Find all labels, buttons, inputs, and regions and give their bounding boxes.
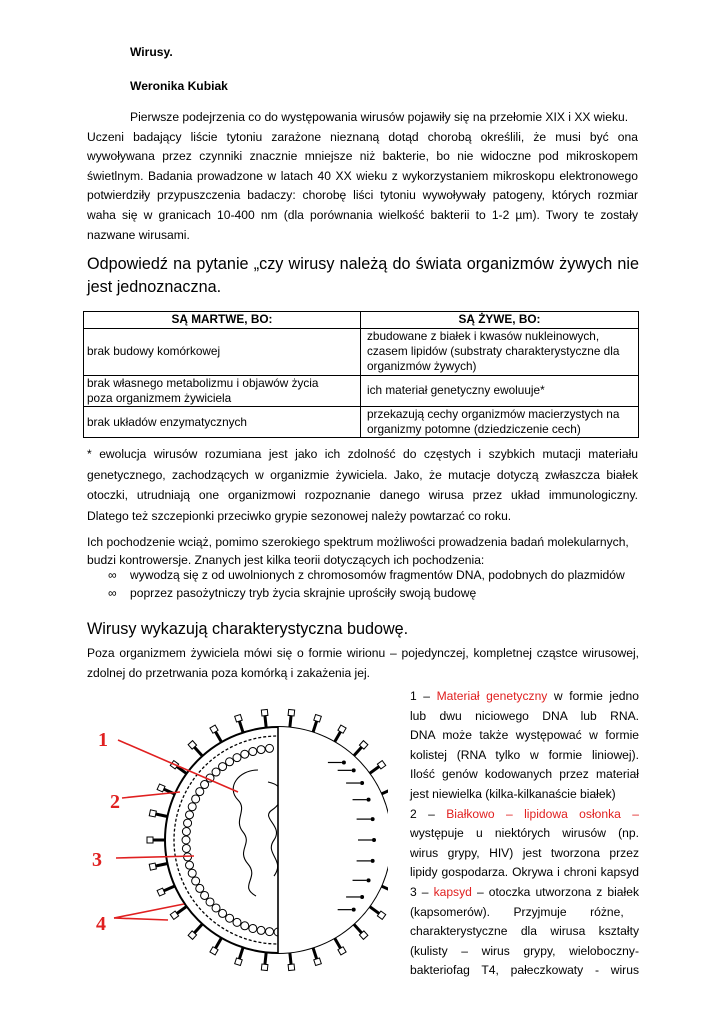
- origin-line: budzi kontrowersje. Znanych jest kilka teorii dotyczących ich pochodzenia:: [87, 553, 485, 567]
- capsomer: [241, 750, 249, 758]
- capsomer: [212, 904, 220, 912]
- capsomer: [233, 754, 241, 762]
- origin-paragraph: [87, 533, 639, 569]
- capsomer: [249, 748, 257, 756]
- surface-pin-head: [360, 895, 364, 899]
- table-row: [84, 329, 639, 376]
- capsomer: [257, 746, 265, 754]
- surface-pin-head: [352, 908, 356, 912]
- legend-line: jest niewielka (kilka-kilkanaście białek): [410, 786, 616, 801]
- list-item-text: poprzez pasożytniczy tryb życia skrajnie uprościły swoją budowę: [130, 586, 477, 600]
- question-line: jest jednoznaczna.: [87, 277, 222, 296]
- surface-pin-head: [372, 838, 376, 842]
- surface-pin-head: [371, 817, 375, 821]
- label-3-number: 3: [92, 849, 102, 871]
- surface-pin-head: [367, 798, 371, 802]
- intro-paragraph: [87, 108, 638, 245]
- cell-line: ich materiał genetyczny ewoluuje*: [367, 383, 545, 398]
- table-cell: [84, 407, 361, 438]
- table-header-dead: SĄ MARTWE, BO:: [84, 312, 361, 329]
- footnote-line: * ewolucja wirusów rozumiana jest jako ich zdolność do częstych i szybkich mutacji materiału: [87, 447, 638, 461]
- capsomer: [192, 877, 200, 885]
- intro-line: Uczeni badający liście tytoniu zarażone nieznaną dotąd chorobą określili, że musi być ona: [87, 129, 638, 144]
- spike-head: [149, 810, 156, 817]
- legend-line: kolistej (RNA tylko w formie liniowej).: [410, 747, 639, 762]
- surface-pin-head: [367, 878, 371, 882]
- footnote-paragraph: [87, 444, 638, 526]
- legend-item-2: 2 – Białkowo – lipidowa osłonka –: [410, 806, 639, 821]
- footnote-line: genetycznego, zachodzących w organizmie żywiciela. Jako, że mutacje dotyczą zwłaszcza białek: [87, 467, 638, 482]
- capsomer: [226, 914, 234, 922]
- structure-paragraph: [87, 643, 639, 683]
- footnote-line: otoczki, utrudniają one organizmowi rozpoznanie danego wirusa przez układ immunologiczny.: [87, 488, 638, 502]
- capsomer: [196, 788, 204, 796]
- document-title: Wirusy.: [130, 45, 173, 59]
- infinity-bullet-icon: ∞: [108, 568, 117, 582]
- capsomer: [257, 926, 265, 934]
- intro-line: potwierdziły przypuszczenia badaczy: chorobę liści tytoniu wywoływały patogeny, których rozmiar: [87, 188, 638, 203]
- cell-line: zbudowane z białek i kwasów nukleinowych,: [367, 329, 600, 343]
- spike-head: [149, 863, 156, 870]
- list-item-text: wywodzą się z od uwolnionych z chromosomów fragmentów DNA, podobnych do plazmidów: [130, 568, 625, 582]
- capsomer: [188, 803, 196, 811]
- spike-head: [261, 709, 268, 716]
- legend-term: Materiał genetyczny: [436, 689, 548, 703]
- legend-term: kapsyd: [433, 884, 472, 899]
- author-name: Weronika Kubiak: [130, 79, 228, 93]
- legend-line: Ilość genów kodowanych przez materiał: [410, 767, 639, 782]
- legend-term: Białkowo – lipidowa osłonka –: [446, 806, 639, 821]
- legend-item-1: 1 – Materiał genetyczny w formie jedno: [410, 689, 639, 703]
- legend-line: charakterystyczne dla wirusa kształty: [410, 924, 639, 939]
- capsomer: [241, 922, 249, 930]
- legend-line: występuje u niektórych wirusów (np.: [410, 826, 639, 841]
- comparison-table: [83, 311, 639, 438]
- table-row: [84, 407, 639, 438]
- intro-line: Pierwsze podejrzenia co do występowania wirusów pojawiły się na przełomie XIX i XX wieku.: [130, 110, 629, 124]
- question-heading: [87, 253, 639, 298]
- virion-diagram: [88, 700, 388, 990]
- cell-line: przekazują cechy organizmów macierzystych na: [367, 407, 620, 422]
- legend-column: [410, 687, 639, 981]
- spike-head: [147, 837, 153, 843]
- legend-line: lipidy gospodarza. Okrywa i chroni kapsyd: [410, 865, 639, 880]
- table-cell: [361, 375, 639, 406]
- intro-line: wywoływana przez czynniki znacznie mniejsze niż bakterie, bo nie widoczne pod mikroskopem: [87, 149, 638, 164]
- legend-item-3: 3 – kapsyd – otoczka utworzona z białek: [410, 884, 639, 899]
- cell-line: brak układów enzymatycznych: [87, 414, 247, 429]
- spike-head: [314, 714, 322, 722]
- capsomer: [266, 744, 274, 752]
- question-line: Odpowiedź na pytanie „czy wirusy należą do świata organizmów żywych nie: [87, 255, 639, 273]
- table-row: [84, 375, 639, 406]
- surface-pin-head: [342, 760, 346, 764]
- structure-line: Poza organizmem żywiciela mówi się o formie wirionu – pojedynczej, kompletnej cząstce wirusowej,: [87, 646, 639, 660]
- spike-head: [314, 958, 322, 966]
- capsomer: [212, 768, 220, 776]
- legend-line: lub dwu niciowego DNA lub RNA.: [410, 708, 639, 723]
- spike-head: [235, 958, 243, 966]
- legend-line: DNA może także występować w formie: [410, 728, 639, 743]
- label-4: [96, 904, 184, 935]
- capsomer: [188, 869, 196, 877]
- spike-head: [288, 709, 295, 716]
- table-cell: [361, 407, 639, 438]
- cell-line: organizmów żywych): [367, 359, 477, 374]
- surface-pin-head: [360, 781, 364, 785]
- capsomer: [201, 891, 209, 899]
- table-cell: [84, 329, 361, 376]
- legend-line: (kapsomerów). Przyjmuje różne,: [410, 904, 624, 919]
- spike-head: [235, 714, 243, 722]
- label-2-number: 2: [110, 791, 120, 813]
- list-item: [108, 586, 476, 600]
- structure-heading: Wirusy wykazują charakterystyczna budowę.: [87, 620, 409, 638]
- capsomer: [182, 828, 190, 836]
- capsomer: [186, 811, 194, 819]
- capsomer: [206, 898, 214, 906]
- surface-pin-head: [352, 768, 356, 772]
- spike: [381, 788, 388, 794]
- table-cell: [361, 329, 639, 376]
- capsomer: [182, 836, 190, 844]
- legend-line: (kulisty – wirus grypy, wielobocznу-: [410, 943, 639, 958]
- cell-line: brak własnego metabolizmu i objawów życia: [87, 375, 319, 390]
- cell-line: poza organizmem żywiciela: [87, 390, 232, 405]
- intro-line: świetlnym. Badania prowadzone w latach 40 XX wieku z wykorzystaniem mikroskopu elektronowego: [87, 168, 638, 183]
- capsomer: [219, 909, 227, 917]
- capsomer: [192, 795, 200, 803]
- intro-line: nazwane wirusami.: [87, 227, 190, 242]
- structure-line: zdolnej do przetrwania poza komórką i zakażenia jej.: [87, 666, 371, 680]
- spike-head: [288, 964, 295, 971]
- capsomer: [201, 781, 209, 789]
- cell-line: czasem lipidów (substraty charakterystyczne dla: [367, 344, 620, 359]
- list-item: [108, 568, 625, 582]
- legend-line: wirus grypy, HIV) jest tworzona przez: [410, 845, 639, 860]
- capsomer: [186, 861, 194, 869]
- label-1-number: 1: [98, 729, 108, 751]
- label-4-number: 4: [96, 913, 106, 935]
- table-cell: [84, 375, 361, 406]
- origin-line: Ich pochodzenie wciąż, pomimo szerokiego spektrum możliwości prowadzenia badań molekularnych,: [87, 535, 629, 549]
- spike: [381, 886, 388, 892]
- capsomer: [184, 819, 192, 827]
- intro-line: waha się w granicach 10-400 nm (dla porównania wielkość bakterii to 1-2 µm). Twory te zostały: [87, 207, 638, 222]
- cell-line: brak budowy komórkowej: [87, 344, 221, 359]
- footnote-line: Dlatego też szczepionki przeciwko grypie sezonowej należy powtarzać co roku.: [87, 508, 512, 523]
- capsomer: [182, 844, 190, 852]
- capsomer: [196, 884, 204, 892]
- capsomer: [266, 928, 274, 936]
- spike-head: [261, 964, 268, 971]
- capsomer: [226, 758, 234, 766]
- infinity-bullet-icon: ∞: [108, 586, 117, 600]
- capsomer: [233, 918, 241, 926]
- surface-pin-head: [371, 859, 375, 863]
- capsomer: [219, 763, 227, 771]
- legend-line: bakteriofag T4, pałeczkowaty - wirus: [410, 963, 639, 978]
- capsomer: [249, 924, 257, 932]
- cell-line: organizmy potomne (dziedziczenie cech): [367, 422, 581, 437]
- table-header-alive: SĄ ŻYWE, BO:: [361, 312, 639, 329]
